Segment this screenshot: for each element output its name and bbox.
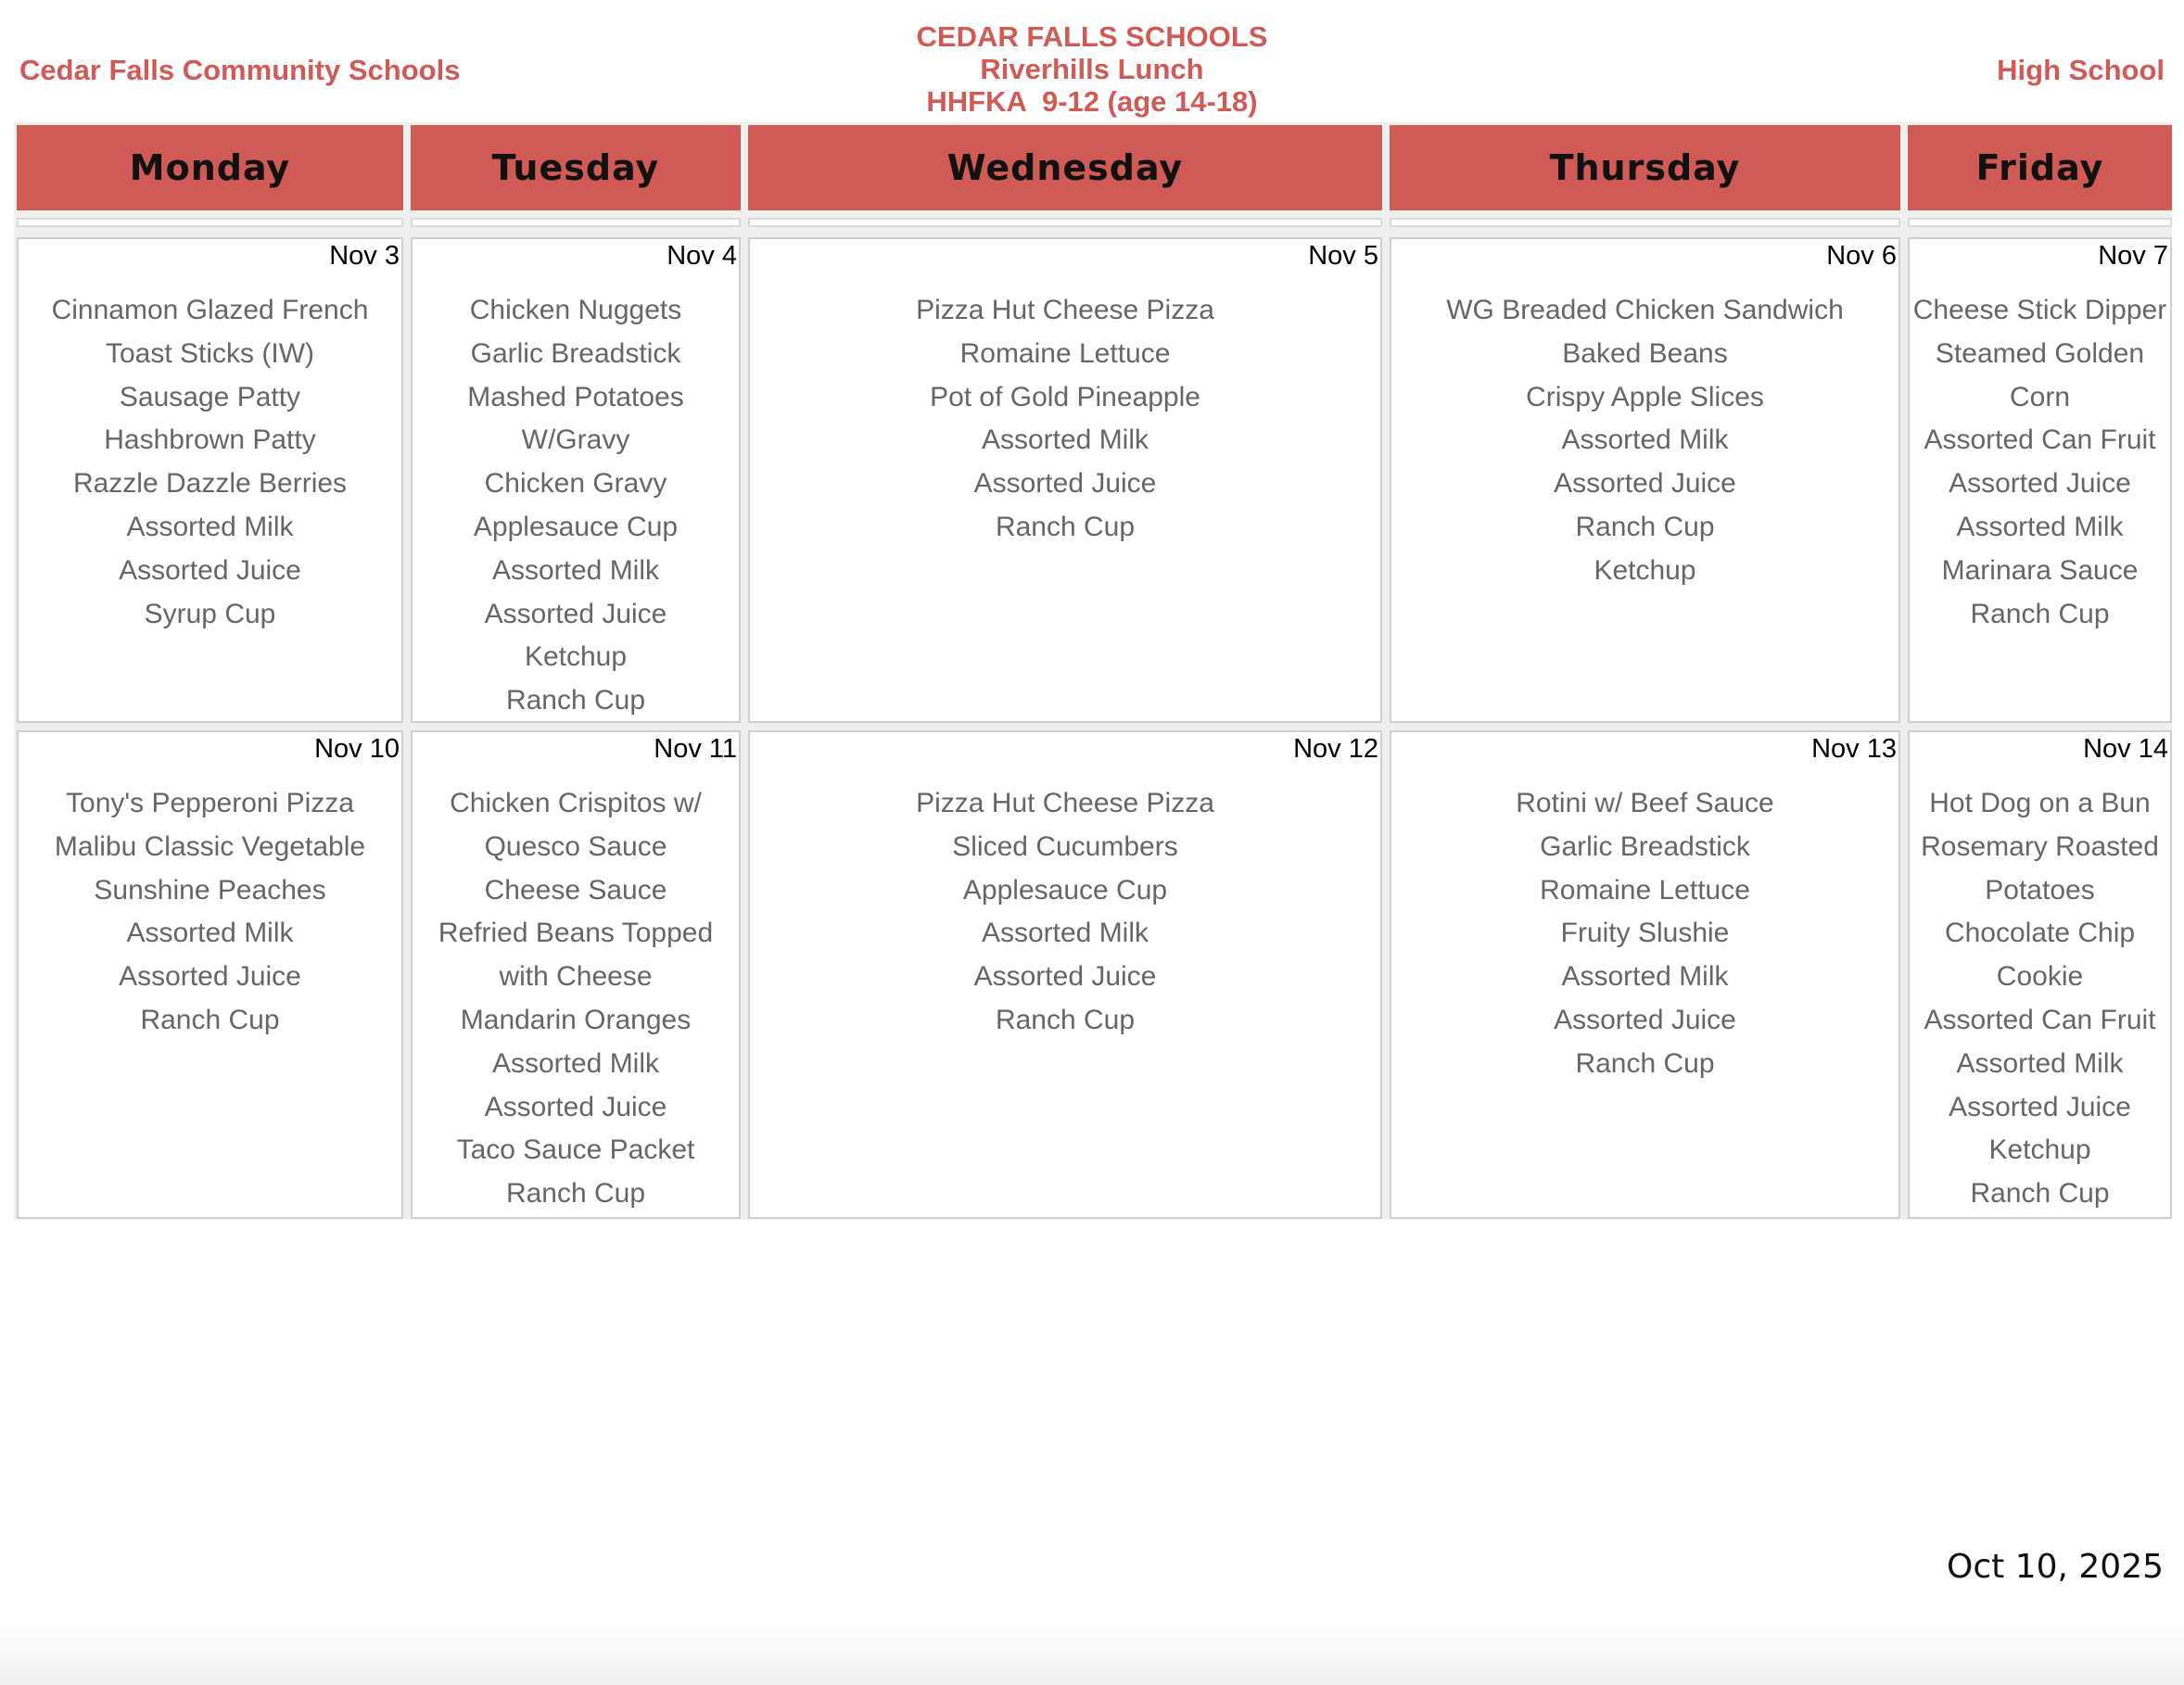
cell-date: Nov 12 <box>1293 734 1378 764</box>
menu-item-line: Syrup Cup <box>144 598 276 629</box>
menu-item-line: Assorted Milk <box>981 424 1149 456</box>
day-column-tuesday <box>411 122 741 1220</box>
menu-item-line: Assorted Juice <box>1949 468 2131 500</box>
menu-day-cell <box>748 730 1382 1219</box>
day-header: Friday <box>1908 125 2172 210</box>
menu-item-line: Cheese Sauce <box>484 874 667 906</box>
menu-day-cell <box>411 237 741 723</box>
cell-date: Nov 3 <box>329 241 400 271</box>
menu-item-line: Pizza Hut Cheese Pizza <box>916 788 1214 818</box>
header-spacer <box>748 218 1382 227</box>
school-level: High School <box>1997 54 2165 86</box>
print-date: Oct 10, 2025 <box>1947 1548 2164 1586</box>
menu-day-cell <box>17 237 403 723</box>
menu-item-line: Assorted Juice <box>119 554 301 586</box>
day-column-thursday <box>1390 122 1900 1220</box>
menu-items <box>19 289 401 636</box>
menu-items <box>750 289 1380 550</box>
menu-item-line: Ranch Cup <box>1575 1047 1715 1079</box>
menu-day-cell <box>748 237 1382 723</box>
menu-item-line: Crispy Apple Slices <box>1526 381 1764 412</box>
menu-item-line: Pot of Gold Pineapple <box>930 381 1200 412</box>
menu-item-line: Ranch Cup <box>995 511 1136 542</box>
menu-items <box>750 782 1380 1043</box>
district-name: Cedar Falls Community Schools <box>19 54 461 86</box>
menu-item-line: Assorted Milk <box>1561 424 1729 456</box>
menu-item-line: Steamed Golden <box>1935 337 2145 369</box>
menu-item-line: Chicken Nuggets <box>469 295 682 325</box>
menu-item-line: Assorted Milk <box>1956 511 2124 542</box>
cell-date: Nov 13 <box>1811 734 1897 764</box>
menu-item-line: Marinara Sauce <box>1941 554 2139 586</box>
menu-item-line: WG Breaded Chicken Sandwich <box>1446 295 1844 325</box>
header-spacer <box>411 218 741 227</box>
menu-item-line: Ranch Cup <box>140 1004 280 1035</box>
menu-items <box>1391 782 1898 1086</box>
title-line: HHFKA 9-12 (age 14-18) <box>926 85 1258 118</box>
menu-item-line: Corn <box>2009 381 2071 412</box>
menu-item-line: Assorted Juice <box>1554 468 1736 500</box>
menu-item-line: W/Gravy <box>521 424 630 456</box>
menu-item-line: Chicken Crispitos w/ <box>450 788 702 818</box>
menu-item-line: Chocolate Chip <box>1944 918 2136 949</box>
menu-item-line: Pizza Hut Cheese Pizza <box>916 295 1214 325</box>
cell-date: Nov 10 <box>314 734 400 764</box>
menu-item-line: Tony's Pepperoni Pizza <box>66 788 354 818</box>
menu-items <box>1910 782 2170 1216</box>
menu-day-cell <box>1390 237 1900 723</box>
menu-item-line: Ranch Cup <box>505 685 646 716</box>
menu-item-line: Ketchup <box>524 641 628 673</box>
menu-item-line: Assorted Milk <box>126 511 294 542</box>
menu-item-line: Applesauce Cup <box>473 511 679 542</box>
menu-item-line: Assorted Juice <box>1554 1004 1736 1035</box>
menu-item-line: Assorted Juice <box>484 598 667 629</box>
menu-item-line: Cinnamon Glazed French <box>51 295 369 325</box>
menu-item-line: Sausage Patty <box>119 381 301 412</box>
menu-day-cell <box>411 730 741 1219</box>
menu-day-cell <box>1390 730 1900 1219</box>
title-line: Riverhills Lunch <box>980 53 1204 85</box>
menu-item-line: Assorted Can Fruit <box>1924 1004 2156 1035</box>
menu-item-line: Assorted Juice <box>1949 1091 2131 1122</box>
menu-item-line: Sliced Cucumbers <box>952 830 1178 862</box>
menu-items <box>1391 289 1898 593</box>
cell-date: Nov 4 <box>667 241 737 271</box>
menu-item-line: Ranch Cup <box>1575 511 1715 542</box>
menu-day-cell <box>1908 730 2172 1219</box>
menu-item-line: Mashed Potatoes <box>467 381 684 412</box>
menu-item-line: Hot Dog on a Bun <box>1929 788 2151 818</box>
menu-items <box>413 782 739 1216</box>
menu-item-line: Baked Beans <box>1562 337 1728 369</box>
cell-date: Nov 7 <box>2098 241 2168 271</box>
menu-item-line: Assorted Juice <box>119 961 301 993</box>
cell-date: Nov 5 <box>1308 241 1378 271</box>
menu-item-line: Sunshine Peaches <box>94 874 326 906</box>
menu-item-line: Garlic Breadstick <box>1540 830 1750 862</box>
menu-item-line: Refried Beans Topped <box>438 918 714 949</box>
menu-item-line: Garlic Breadstick <box>470 337 681 369</box>
menu-item-line: Ketchup <box>1988 1134 2091 1166</box>
header-spacer <box>17 218 403 227</box>
menu-item-line: Assorted Milk <box>126 918 294 949</box>
menu-item-line: with Cheese <box>499 961 653 993</box>
day-column-wednesday <box>748 122 1382 1220</box>
menu-calendar <box>14 122 2172 1220</box>
menu-item-line: Toast Sticks (IW) <box>105 337 314 369</box>
menu-item-line: Romaine Lettuce <box>959 337 1171 369</box>
day-header: Monday <box>17 125 403 210</box>
menu-day-cell <box>1908 237 2172 723</box>
cell-date: Nov 11 <box>654 734 737 764</box>
menu-items <box>413 289 739 723</box>
day-column-monday <box>17 122 403 1220</box>
menu-item-line: Assorted Juice <box>973 961 1157 993</box>
menu-item-line: Ranch Cup <box>1970 1178 2110 1210</box>
header-spacer <box>1390 218 1900 227</box>
menu-item-line: Taco Sauce Packet <box>456 1134 695 1166</box>
menu-item-line: Ranch Cup <box>995 1004 1136 1035</box>
menu-item-line: Assorted Milk <box>1956 1047 2124 1079</box>
menu-items <box>19 782 401 1043</box>
menu-item-line: Fruity Slushie <box>1560 918 1730 949</box>
menu-item-line: Mandarin Oranges <box>460 1004 692 1035</box>
menu-item-line: Romaine Lettuce <box>1540 874 1750 906</box>
menu-item-line: Assorted Milk <box>491 1047 660 1079</box>
bottom-fade <box>0 1620 2184 1685</box>
cell-date: Nov 6 <box>1826 241 1897 271</box>
menu-item-line: Chicken Gravy <box>484 468 667 500</box>
menu-item-line: Assorted Juice <box>484 1091 667 1122</box>
menu-item-line: Potatoes <box>1985 874 2095 906</box>
menu-item-line: Quesco Sauce <box>484 830 667 862</box>
menu-item-line: Cheese Stick Dipper <box>1912 295 2167 325</box>
menu-item-line: Malibu Classic Vegetable <box>54 830 366 862</box>
menu-item-line: Ranch Cup <box>1970 598 2110 629</box>
menu-item-line: Cookie <box>1996 961 2084 993</box>
menu-item-line: Assorted Milk <box>981 918 1149 949</box>
menu-item-line: Assorted Can Fruit <box>1924 424 2156 456</box>
menu-item-line: Razzle Dazzle Berries <box>72 468 348 500</box>
menu-item-line: Ketchup <box>1594 554 1696 586</box>
day-header: Wednesday <box>748 125 1382 210</box>
day-header: Tuesday <box>411 125 741 210</box>
menu-title <box>814 20 1370 118</box>
menu-item-line: Rosemary Roasted <box>1921 830 2159 862</box>
menu-item-line: Ranch Cup <box>505 1178 646 1210</box>
menu-item-line: Rotini w/ Beef Sauce <box>1516 788 1774 818</box>
header-spacer <box>1908 218 2172 227</box>
menu-item-line: Assorted Juice <box>973 468 1157 500</box>
menu-item-line: Hashbrown Patty <box>104 424 316 456</box>
day-column-friday <box>1908 122 2172 1220</box>
menu-items <box>1910 289 2170 636</box>
menu-day-cell <box>17 730 403 1219</box>
day-header: Thursday <box>1390 125 1900 210</box>
menu-item-line: Assorted Milk <box>1561 961 1729 993</box>
menu-item-line: Assorted Milk <box>491 554 660 586</box>
cell-date: Nov 14 <box>2083 734 2168 764</box>
title-line: CEDAR FALLS SCHOOLS <box>916 20 1268 53</box>
menu-item-line: Applesauce Cup <box>962 874 1168 906</box>
